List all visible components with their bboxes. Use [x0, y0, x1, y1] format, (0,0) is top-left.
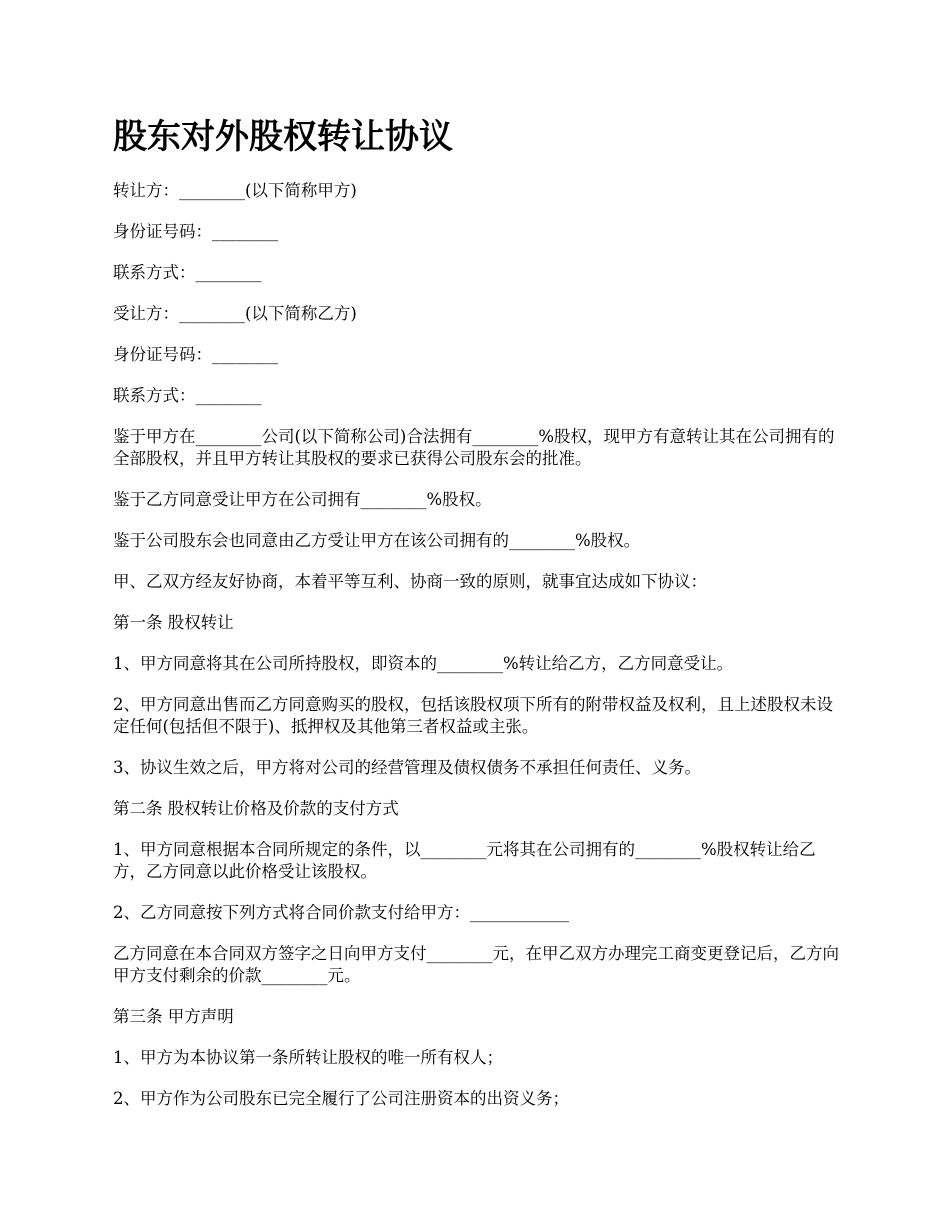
clause-paragraph: 1、甲方同意根据本合同所规定的条件，以________元将其在公司拥有的________%股权转让给乙方，乙方同意以此价格受让该股权。: [113, 840, 816, 881]
transferor-id-line: 身份证号码：________: [113, 222, 278, 241]
clause-paragraph: 1、甲方同意将其在公司所持股权，即资本的________%转让给乙方，乙方同意受让。: [113, 654, 734, 673]
clause-paragraph: 2、甲方作为公司股东已完全履行了公司注册资本的出资义务；: [113, 1089, 569, 1108]
transferee-line: 受让方：________(以下简称乙方): [113, 304, 357, 323]
clause-paragraph: 3、协议生效之后，甲方将对公司的经营管理及债权债务不承担任何责任、义务。: [113, 758, 701, 777]
clause-paragraph: 乙方同意在本合同双方签字之日向甲方支付________元，在甲乙双方办理完工商变更登记后，乙方向甲方支付剩余的价款________元。: [113, 944, 839, 985]
recital-paragraph: 鉴于甲方在________公司(以下简称公司)合法拥有________%股权，现甲方有意转让其在公司拥有的全部股权，并且甲方转让其股权的要求已获得公司股东会的批准。: [113, 427, 835, 468]
clause-paragraph: 1、甲方为本协议第一条所转让股权的唯一所有权人；: [113, 1048, 503, 1067]
article-heading: 第一条 股权转让: [113, 613, 234, 632]
preamble-paragraph: 甲、乙双方经友好协商，本着平等互利、协商一致的原则，就事宜达成如下协议：: [113, 572, 707, 591]
recital-paragraph: 鉴于乙方同意受让甲方在公司拥有________%股权。: [113, 490, 492, 509]
transferee-id-line: 身份证号码：________: [113, 345, 278, 364]
transferee-contact-line: 联系方式：________: [113, 386, 262, 405]
document-title: 股东对外股权转让协议: [113, 117, 453, 157]
document-page: [113, 112, 843, 1129]
clause-paragraph: 2、乙方同意按下列方式将合同价款支付给甲方：____________: [113, 903, 569, 922]
article-heading: 第二条 股权转让价格及价款的支付方式: [113, 799, 399, 818]
transferor-contact-line: 联系方式：________: [113, 263, 262, 282]
clause-paragraph: 2、甲方同意出售而乙方同意购买的股权，包括该股权项下所有的附带权益及权利，且上述股权未设定任何(包括但不限于)、抵押权及其他第三者权益或主张。: [113, 695, 833, 736]
transferor-line: 转让方：________(以下简称甲方): [113, 181, 357, 200]
article-heading: 第三条 甲方声明: [113, 1007, 234, 1026]
recital-paragraph: 鉴于公司股东会也同意由乙方受让甲方在该公司拥有的________%股权。: [113, 531, 641, 550]
